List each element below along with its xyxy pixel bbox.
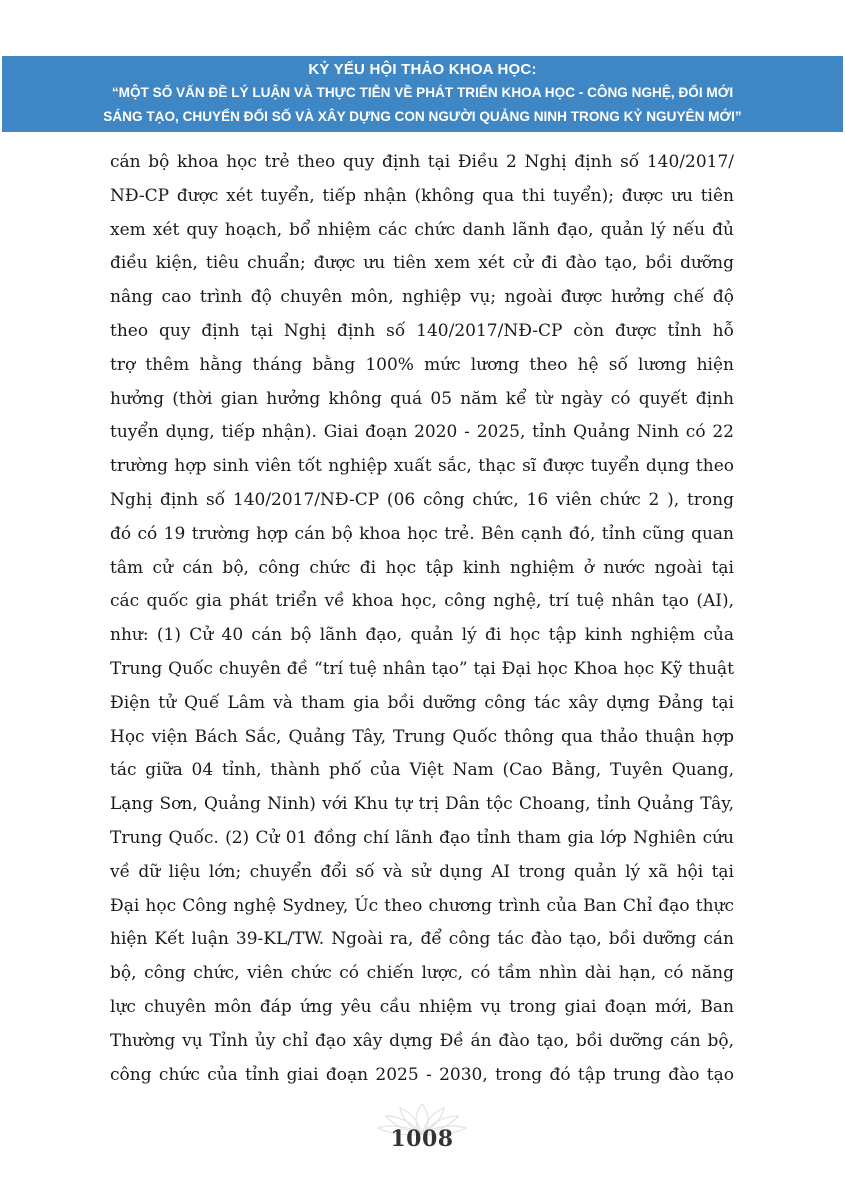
text-line: trợ thêm hằng tháng bằng 100% mức lương theo hệ số lương hiện — [110, 354, 734, 375]
text-line: như: (1) Cử 40 cán bộ lãnh đạo, quản lý đi học tập kinh nghiệm của — [110, 625, 734, 646]
text-line: nâng cao trình độ chuyên môn, nghiệp vụ; ngoài được hưởng chế độ — [110, 287, 734, 308]
text-line: theo quy định tại Nghị định số 140/2017/NĐ-CP còn được tỉnh hỗ — [110, 320, 734, 341]
text-line: xem xét quy hoạch, bổ nhiệm các chức danh lãnh đạo, quản lý nếu đủ — [110, 219, 734, 240]
text-line: cán bộ khoa học trẻ theo quy định tại Điều 2 Nghị định số 140/2017/ — [110, 152, 734, 172]
text-line: Học viện Bách Sắc, Quảng Tây, Trung Quốc thông qua thảo thuận hợp — [110, 726, 734, 747]
text-line: công chức của tỉnh giai đoạn 2025 - 2030, trong đó tập trung đào tạo — [110, 1064, 734, 1085]
text-line: về dữ liệu lớn; chuyển đổi số và sử dụng AI trong quản lý xã hội tại — [110, 861, 734, 882]
page-footer — [372, 1100, 472, 1164]
text-line: tác giữa 04 tỉnh, thành phố của Việt Nam (Cao Bằng, Tuyên Quang, — [110, 760, 734, 781]
text-line: NĐ-CP được xét tuyển, tiếp nhận (không qua thi tuyển); được ưu tiên — [110, 185, 734, 206]
header-title: KỶ YẾU HỘI THẢO KHOA HỌC: — [308, 61, 537, 78]
text-line: trường hợp sinh viên tốt nghiệp xuất sắc, thạc sĩ được tuyển dụng theo — [110, 456, 734, 477]
text-line: Trung Quốc chuyên đề “trí tuệ nhân tạo” tại Đại học Khoa học Kỹ thuật — [110, 658, 734, 679]
text-line: tâm cử cán bộ, công chức đi học tập kinh nghiệm ở nước ngoài tại — [110, 557, 734, 578]
text-line: Trung Quốc. (2) Cử 01 đồng chí lãnh đạo tỉnh tham gia lớp Nghiên cứu — [110, 827, 734, 848]
header-subtitle-line-1: “MỘT SỐ VẤN ĐỀ LÝ LUẬN VÀ THỰC TIỄN VỀ PHÁT TRIỂN KHOA HỌC - CÔNG NGHỆ, ĐỔI MỚI — [111, 85, 734, 100]
text-line: Lạng Sơn, Quảng Ninh) với Khu tự trị Dân tộc Choang, tỉnh Quảng Tây, — [110, 794, 734, 815]
text-line: Thường vụ Tỉnh ủy chỉ đạo xây dựng Đề án đào tạo, bồi dưỡng cán bộ, — [110, 1030, 734, 1051]
header-banner — [2, 56, 843, 132]
text-line: bộ, công chức, viên chức có chiến lược, có tầm nhìn dài hạn, có năng — [110, 963, 734, 984]
text-line: Đại học Công nghệ Sydney, Úc theo chương trình của Ban Chỉ đạo thực — [110, 895, 734, 916]
page-number: 1008 — [390, 1126, 454, 1152]
text-line: hiện Kết luận 39-KL/TW. Ngoài ra, để công tác đào tạo, bồi dưỡng cán — [110, 929, 734, 950]
text-line: lực chuyên môn đáp ứng yêu cầu nhiệm vụ trong giai đoạn mới, Ban — [110, 996, 734, 1017]
text-line: đó có 19 trường hợp cán bộ khoa học trẻ. Bên cạnh đó, tỉnh cũng quan — [110, 523, 734, 544]
text-line: các quốc gia phát triển về khoa học, công nghệ, trí tuệ nhân tạo (AI), — [110, 591, 734, 612]
body-text — [110, 146, 734, 1092]
text-line: Nghị định số 140/2017/NĐ-CP (06 công chức, 16 viên chức 2 ), trong — [110, 489, 734, 510]
header-subtitle-line-2: SÁNG TẠO, CHUYỂN ĐỔI SỐ VÀ XÂY DỰNG CON NGƯỜI QUẢNG NINH TRONG KỶ NGUYÊN MỚI” — [103, 109, 742, 124]
text-line: điều kiện, tiêu chuẩn; được ưu tiên xem xét cử đi đào tạo, bồi dưỡng — [110, 253, 734, 274]
text-line: hưởng (thời gian hưởng không quá 05 năm kể từ ngày có quyết định — [110, 388, 734, 409]
text-line: Điện tử Quế Lâm và tham gia bồi dưỡng công tác xây dựng Đảng tại — [110, 692, 734, 713]
text-line: tuyển dụng, tiếp nhận). Giai đoạn 2020 - 2025, tỉnh Quảng Ninh có 22 — [110, 422, 734, 443]
